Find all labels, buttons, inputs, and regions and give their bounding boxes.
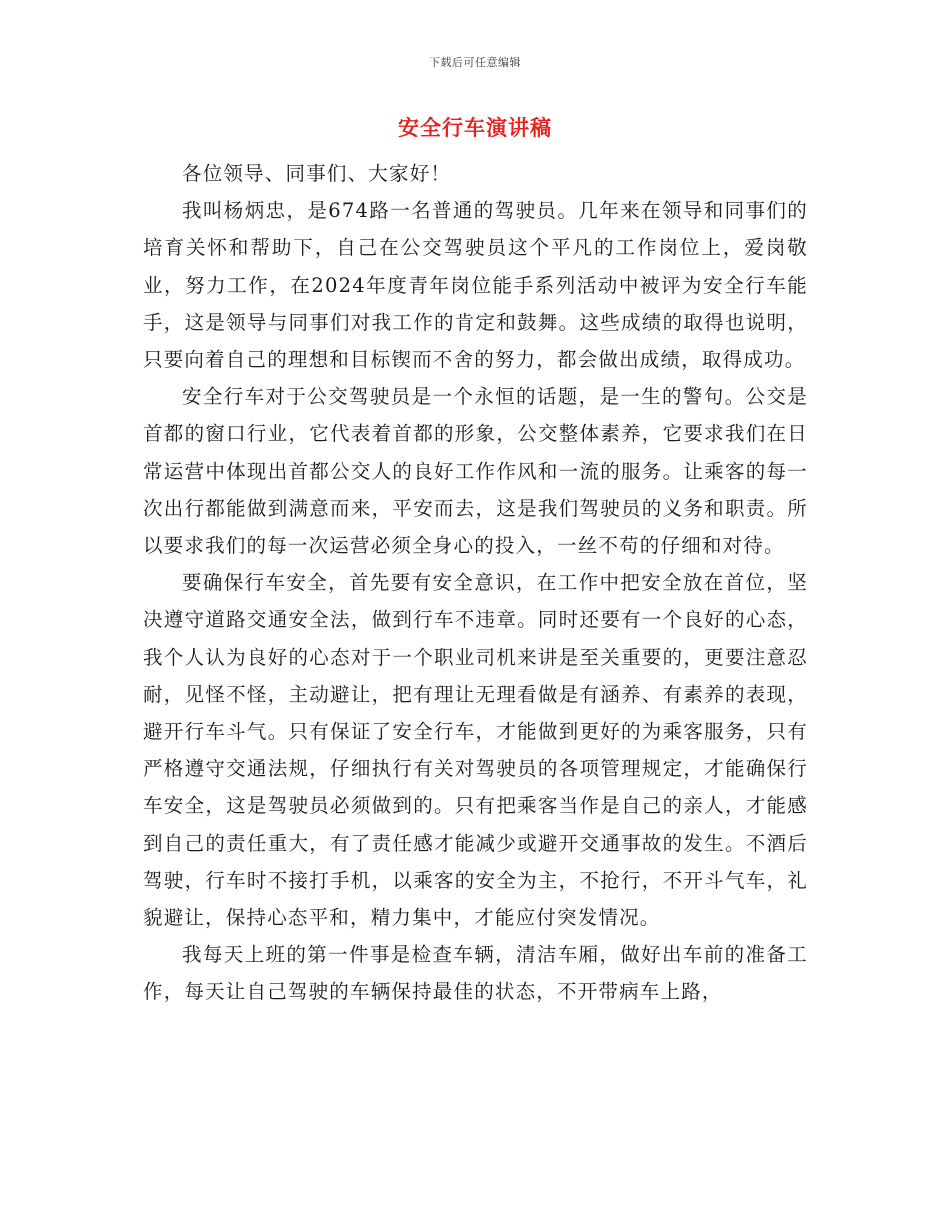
- document-body: [143, 155, 808, 1011]
- paragraph-introduction: 我叫杨炳忠，是674路一名普通的驾驶员。几年来在领导和同事们的培育关怀和帮助下，自己在公交驾驶员这个平凡的工作岗位上，爱岗敬业，努力工作，在2024年度青年岗位能手系列活动中被评为安全行车能手，这是领导与同事们对我工作的肯定和鼓舞。这些成绩的取得也说明，只要向着自己的理想和目标锲而不舍的努力，都会做出成绩，取得成功。: [143, 199, 808, 372]
- paragraph-greeting: 各位领导、同事们、大家好！: [182, 162, 452, 185]
- paragraph-daily-routine: 我每天上班的第一件事是检查车辆，清洁车厢，做好出车前的准备工作，每天让自己驾驶的车辆保持最佳的状态，不开带病车上路，: [143, 943, 808, 1004]
- header-note: 下载后可任意编辑: [429, 56, 521, 69]
- document-title: 安全行车演讲稿: [398, 115, 552, 140]
- paragraph-safety-awareness: 要确保行车安全，首先要有安全意识，在工作中把安全放在首位，坚决遵守道路交通安全法，做到行车不违章。同时还要有一个良好的心态，我个人认为良好的心态对于一个职业司机来讲是至关重要的，更要注意忍耐，见怪不怪，主动避让，把有理让无理看做是有涵养、有素养的表现，避开行车斗气。只有保证了安全行车，才能做到更好的为乘客服务，只有严格遵守交通法规，仔细执行有关对驾驶员的各项管理规定，才能确保行车安全，这是驾驶员必须做到的。只有把乘客当作是自己的亲人，才能感到自己的责任重大，有了责任感才能减少或避开交通事故的发生。不酒后驾驶，行车时不接打手机，以乘客的安全为主，不抢行，不开斗气车，礼貌避让，保持心态平和，精力集中，才能应付突发情况。: [143, 571, 808, 930]
- paragraph-safety-topic: 安全行车对于公交驾驶员是一个永恒的话题，是一生的警句。公交是首都的窗口行业，它代表着首都的形象，公交整体素养，它要求我们在日常运营中体现出首都公交人的良好工作作风和一流的服务。让乘客的每一次出行都能做到满意而来，平安而去，这是我们驾驶员的义务和职责。所以要求我们的每一次运营必须全身心的投入，一丝不苟的仔细和对待。: [143, 385, 808, 558]
